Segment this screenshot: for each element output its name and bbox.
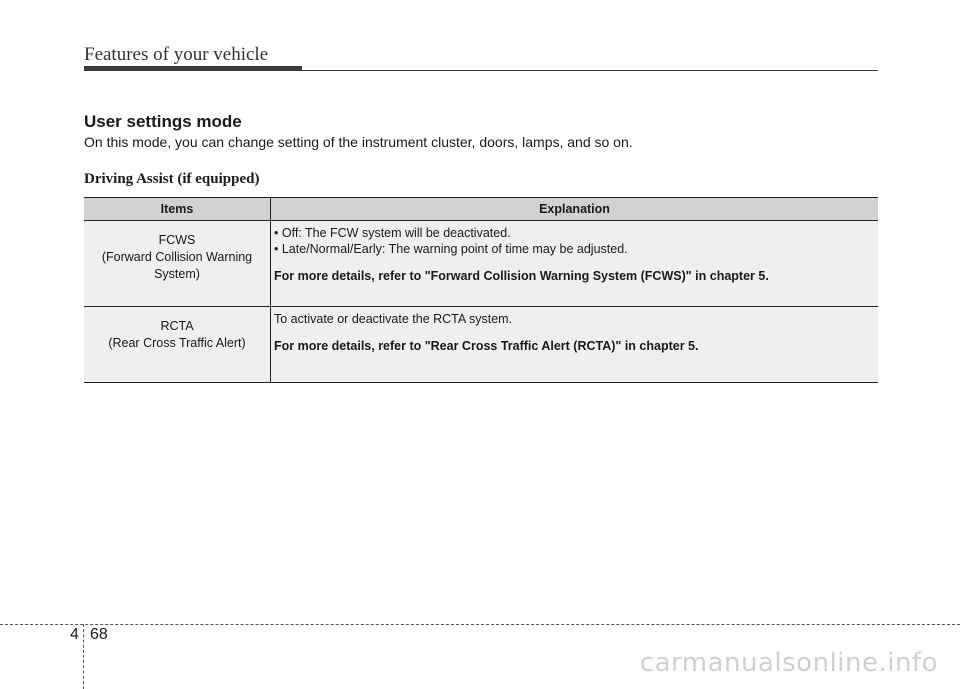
- item-description: (Rear Cross Traffic Alert): [108, 336, 246, 350]
- table-row: [84, 221, 878, 307]
- footer-divider: [0, 624, 960, 625]
- page-number: 68: [90, 626, 108, 643]
- page-header-title: Features of your vehicle: [84, 44, 269, 65]
- header-rule-thick: [84, 66, 302, 71]
- section-title: User settings mode: [84, 112, 242, 131]
- section-intro: On this mode, you can change setting of the instrument cluster, doors, lamps, and so on.: [84, 134, 633, 150]
- explanation-text: To activate or deactivate the RCTA system.: [274, 312, 513, 326]
- subsection-title: Driving Assist (if equipped): [84, 171, 260, 187]
- item-name: FCWS: [158, 233, 196, 247]
- header-rule-thin: [302, 70, 878, 71]
- column-header-items: Items: [84, 198, 271, 221]
- watermark: carmanualsonline.info: [639, 648, 938, 678]
- item-description-cont: System): [154, 267, 200, 281]
- item-cell-fcws: [84, 221, 271, 307]
- item-name: RCTA: [160, 319, 194, 333]
- explanation-cell-fcws: [271, 221, 879, 307]
- item-cell-rcta: [84, 307, 271, 383]
- item-description: (Forward Collision Warning: [101, 250, 253, 264]
- footer-vertical-divider: [83, 624, 84, 689]
- explanation-reference-note: For more details, refer to "Forward Collision Warning System (FCWS)" in chapter 5.: [274, 269, 769, 283]
- table-header-row: [84, 198, 878, 221]
- table-row: [84, 307, 878, 383]
- explanation-cell-rcta: [271, 307, 879, 383]
- explanation-reference-note: For more details, refer to "Rear Cross Traffic Alert (RCTA)" in chapter 5.: [274, 339, 699, 353]
- chapter-number: 4: [70, 626, 79, 643]
- explanation-bullet: • Late/Normal/Early: The warning point of time may be adjusted.: [274, 242, 628, 256]
- settings-table: [84, 197, 878, 383]
- explanation-bullet: • Off: The FCW system will be deactivated.: [274, 226, 511, 240]
- column-header-explanation: Explanation: [271, 198, 879, 221]
